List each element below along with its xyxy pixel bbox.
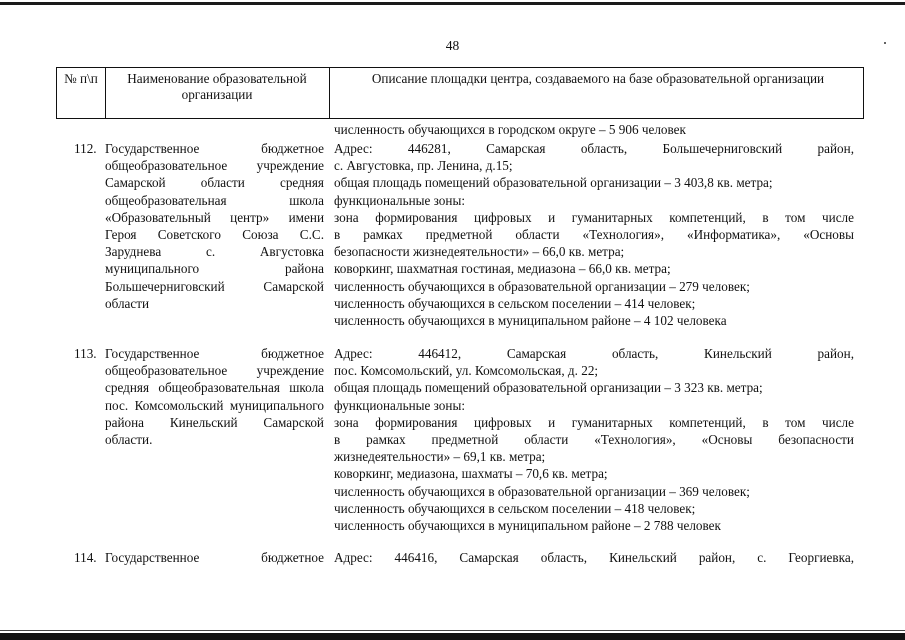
table-header [56, 67, 864, 119]
row-number: 113. [74, 346, 97, 361]
header-divider [329, 67, 330, 119]
org-name: Государственное бюджетное [105, 550, 324, 565]
header-num: № п\п [64, 71, 98, 86]
header-description: Описание площадки центра, создаваемого на базе образовательной организации [371, 71, 825, 86]
page-number: 48 [445, 38, 460, 53]
header-org-name: Наименование образовательной организации [127, 71, 307, 102]
org-description: Адрес: 446416, Самарская область, Кинельский район, с. Георгиевка, [334, 550, 854, 565]
row-number: 114. [74, 550, 97, 565]
org-name: Государственное бюджетное общеобразовательное учреждение средняя общеобразовательная школа пос. Комсомольский муниципального района Кинельский Самарской области. [105, 346, 324, 448]
org-description: Адрес: 446281, Самарская область, Большечерниговский район, с. Августовка, пр. Ленина, д.15; общая площадь помещений образовательной организации – 3 403,8 кв. метра; функциональные зоны: зона формирования цифровых и гуманитарных компетенций, в том числе в рамках предметной области «Технология», «Информатика», «Основы безопасности жизнедеятельности» – 66,0 кв. метра; коворкинг, шахматная гостиная, медиазона – 66,0 кв. метра; численность обучающихся в образовательной организации – 279 человек; численность обучающихся в сельском поселении – 414 человек; численность обучающихся в муниципальном районе – 4 102 человека [334, 141, 854, 329]
org-description: Адрес: 446412, Самарская область, Кинельский район, пос. Комсомольский, ул. Комсомольская, д. 22; общая площадь помещений образовательной организации – 3 323 кв. метра; функциональные зоны: зона формирования цифровых и гуманитарных компетенций, в том числе в рамках предметной области «Технология», «Основы безопасности жизнедеятельности» – 69,1 кв. метра; коворкинг, медиазона, шахматы – 70,6 кв. метра; численность обучающихся в образовательной организации – 369 человек; численность обучающихся в сельском поселении – 418 человек; численность обучающихся в муниципальном районе – 2 788 человек [334, 346, 854, 534]
row-number: 112. [74, 141, 97, 156]
scan-bottom-edge [0, 633, 905, 640]
org-name: Государственное бюджетное общеобразовательное учреждение Самарской области средняя общеобразовательная школа «Образовательный центр» имени Героя Советского Союза С.С. Заруднева с. Августовка муниципального района Большечерниговский Самарской области [105, 141, 324, 311]
scan-bottom-line [0, 630, 905, 631]
continuation-line: численность обучающихся в городском округе – 5 906 человек [334, 122, 686, 137]
scan-top-edge [0, 2, 905, 5]
header-divider [105, 67, 106, 119]
